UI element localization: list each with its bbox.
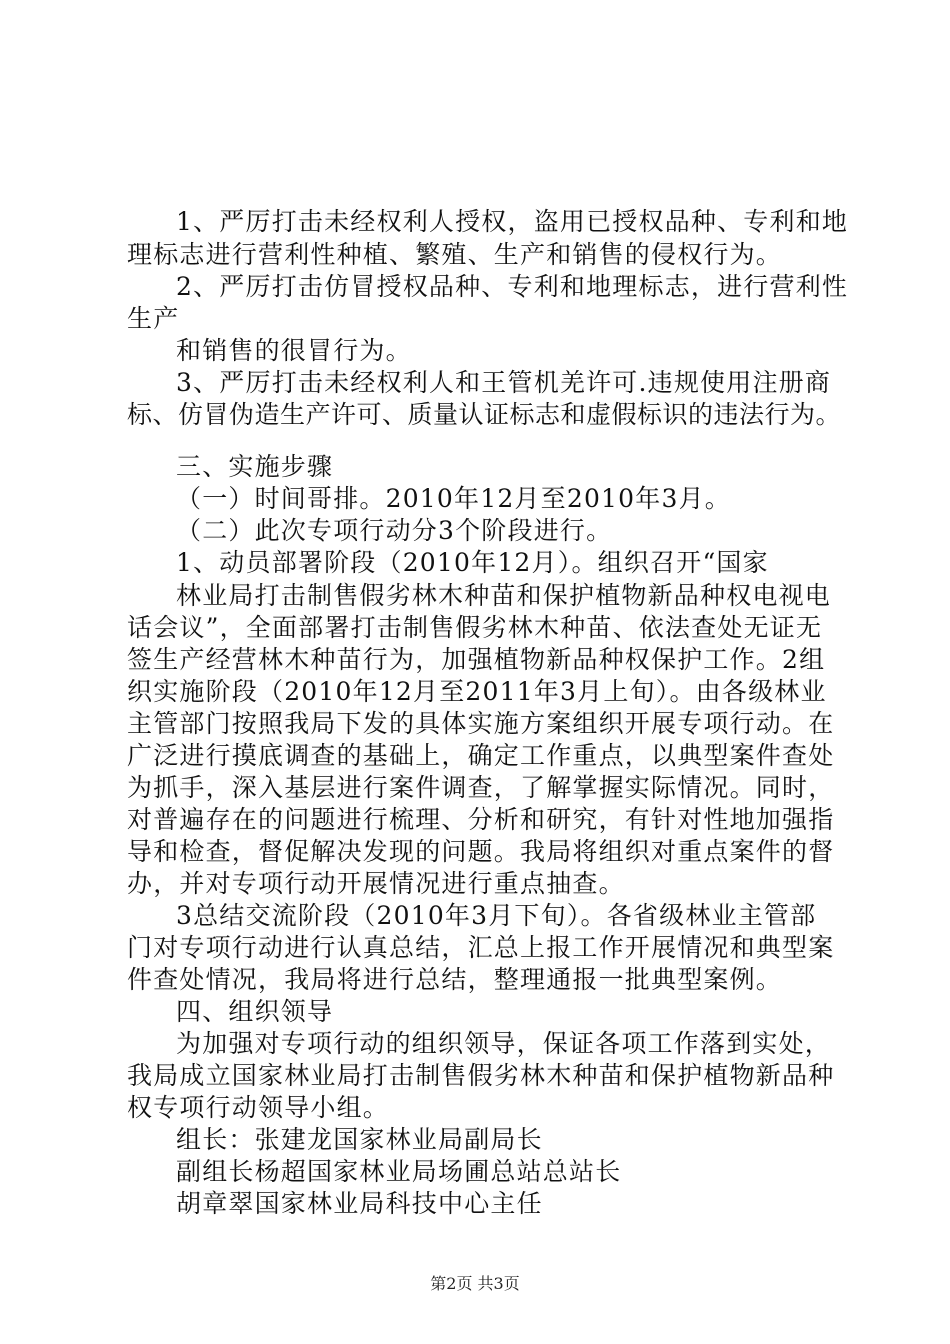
text-line: 广泛进行摸底调查的基础上，确定工作重点，以典型案件查处 xyxy=(127,741,835,770)
text-line: 标、仿冒伪造生产许可、质量认证标志和虚假标识的违法行为。 xyxy=(127,400,842,429)
text-line: 和销售的很冒行为。 xyxy=(176,336,412,365)
text-line: 林业局打击制售假劣林木种苗和保护植物新品种权电视电 xyxy=(176,581,832,610)
text-line: 生产 xyxy=(127,304,180,333)
text-line: 织实施阶段（2010年12月至2011年3月上旬）。由各级林业 xyxy=(127,677,827,706)
text-line: 为抓手，深入基层进行案件调查，了解掌握实际情况。同时， xyxy=(127,773,835,802)
text-line: 导和检查，督促解决发现的问题。我局将组织对重点案件的督 xyxy=(127,837,835,866)
text-line: （一）时间哥排。2010年12月至2010年3月。 xyxy=(176,484,731,513)
text-line: 主管部门按照我局下发的具体实施方案组织开展专项行动。在 xyxy=(127,709,835,738)
text-line: 办，并对专项行动开展情况进行重点抽查。 xyxy=(127,869,625,898)
text-line: 我局成立国家林业局打击制售假劣林木种苗和保护植物新品种 xyxy=(127,1061,835,1090)
text-line: 组长：张建龙国家林业局副局长 xyxy=(176,1125,543,1154)
text-line: 权专项行动领导小组。 xyxy=(127,1093,390,1122)
section-heading: 三、实施步骤 xyxy=(176,452,334,481)
text-line: 理标志进行营利性种植、繁殖、生产和销售的侵权行为。 xyxy=(127,240,783,269)
text-line: 1、严厉打击未经权利人授权，盗用已授权品种、专利和地 xyxy=(176,207,849,236)
text-line: 话会议”，全面部署打击制售假劣林木种苗、依法查处无证无 xyxy=(127,613,823,642)
page-number: 第2页 共3页 xyxy=(430,1274,520,1293)
text-line: （二）此次专项行动分3个阶段进行。 xyxy=(176,516,613,545)
text-line: 签生产经营林木种苗行为，加强植物新品种权保护工作。2组 xyxy=(127,645,826,674)
text-line: 2、严厉打击仿冒授权品种、专利和地理标志，进行营利性 xyxy=(176,272,849,301)
section-heading: 四、组织领导 xyxy=(176,997,334,1026)
text-line: 件查处情况，我局将进行总结，整理通报一批典型案例。 xyxy=(127,965,783,994)
text-line: 副组长杨超国家林业局场圃总站总站长 xyxy=(176,1157,622,1186)
text-line: 1、动员部署阶段（2010年12月）。组织召开“国家 xyxy=(176,548,769,577)
text-line: 胡章翠国家林业局科技中心主任 xyxy=(176,1189,543,1218)
text-line: 3、严厉打击未经权利人和王管机羌许可.违规使用注册商 xyxy=(176,368,832,397)
text-line: 3总结交流阶段（2010年3月下旬）。各省级林业主管部 xyxy=(176,901,817,930)
text-line: 门对专项行动进行认真总结，汇总上报工作开展情况和典型案 xyxy=(127,933,835,962)
text-line: 对普遍存在的问题进行梳理、分析和研究，有针对性地加强指 xyxy=(127,805,835,834)
text-line: 为加强对专项行动的组织领导，保证各项工作落到实处， xyxy=(176,1029,832,1058)
